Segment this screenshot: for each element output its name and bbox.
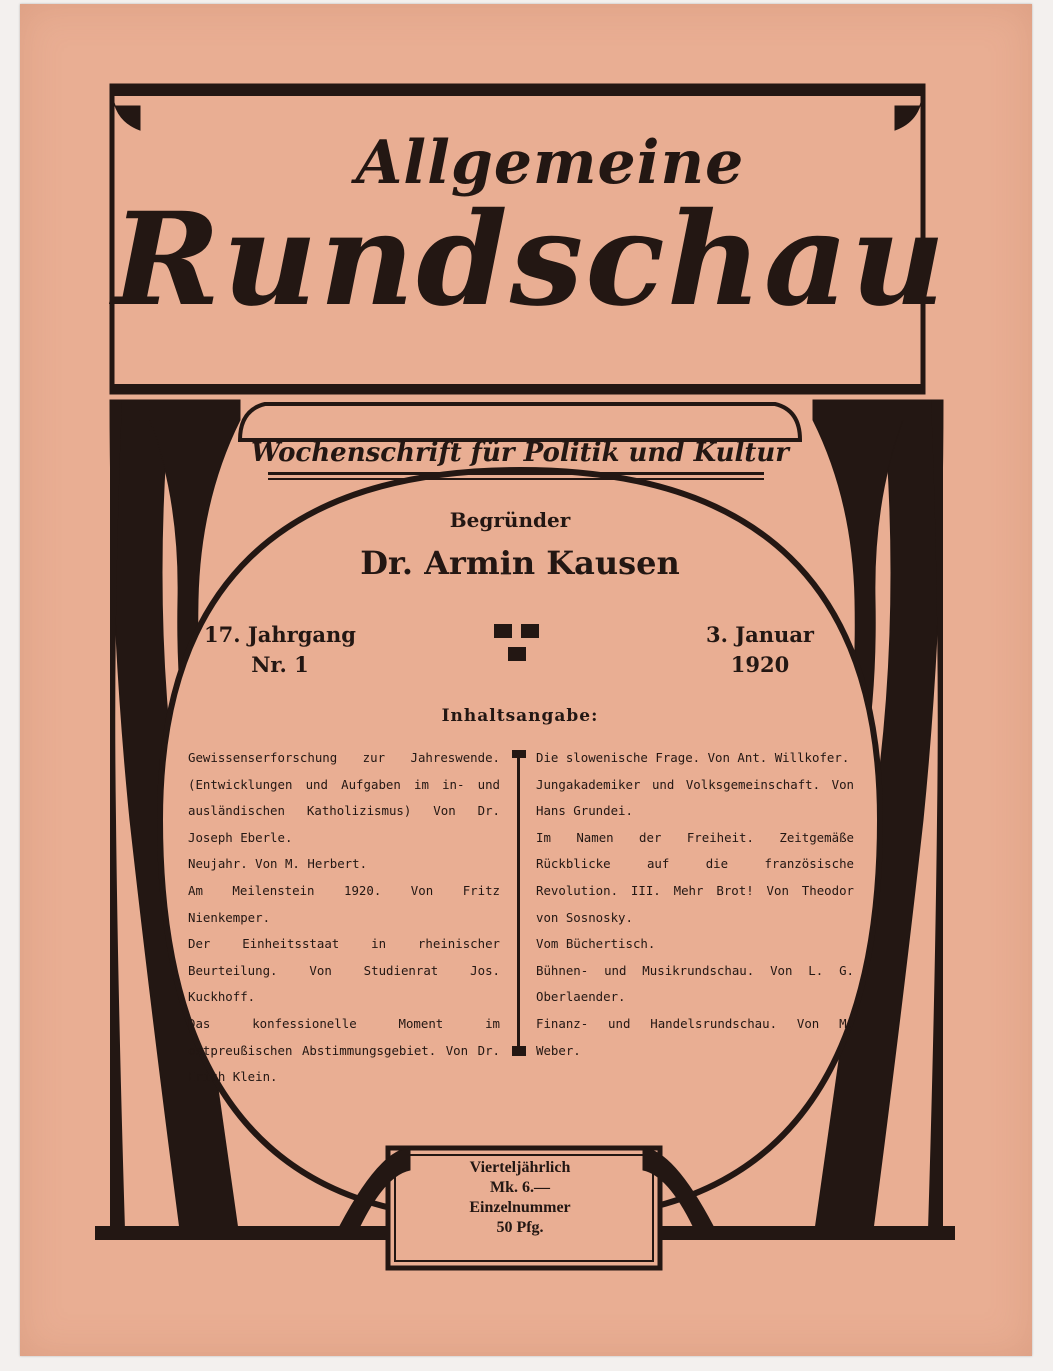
price-quarterly-value: Mk. 6.— — [490, 1179, 550, 1196]
toc-left-column — [188, 745, 500, 1091]
issue-volume: 17. Jahrgang — [204, 622, 356, 647]
price-quarterly-label: Vierteljährlich — [469, 1159, 571, 1176]
toc-title: Inhaltsangabe: — [441, 706, 599, 726]
price-box — [420, 1158, 620, 1238]
issue-day: 3. Januar — [706, 622, 814, 647]
toc-entry: Bühnen- und Musikrundschau. Von L. G. Oberlaender. — [536, 962, 854, 1005]
issue-date-block — [670, 620, 850, 680]
toc-entry: Vom Büchertisch. — [536, 936, 656, 952]
masthead-title-line1: Allgemeine — [355, 128, 745, 198]
toc-entry: Neujahr. Von M. Herbert. — [188, 856, 368, 872]
issue-year: 1920 — [730, 652, 790, 677]
subtitle: Wochenschrift für Politik und Kultur — [251, 438, 789, 468]
toc-entry: Finanz- und Handelsrundschau. Von M. Weber. — [536, 1015, 854, 1058]
issue-volume-block — [170, 620, 390, 680]
toc-entry: Gewissenserforschung zur Jahreswende. (Entwicklungen und Aufgaben im in- und ausländischen Katholizismus) Von Dr. Joseph Eberle. — [188, 750, 500, 845]
price-single-label: Einzelnummer — [469, 1199, 571, 1216]
toc-entry: Am Meilenstein 1920. Von Fritz Nienkemper. — [188, 882, 500, 925]
masthead-title-line2: Rundschau — [112, 185, 948, 335]
toc-entry: Die slowenische Frage. Von Ant. Willkofer. — [536, 750, 850, 765]
toc-right-column — [536, 745, 854, 1064]
toc-entry: Im Namen der Freiheit. Zeitgemäße Rückblicke auf die französische Revolution. III. Mehr Brot! Von Theodor von Sosnosky. — [536, 829, 854, 925]
issue-number: Nr. 1 — [251, 652, 309, 677]
founder-label: Begründer — [449, 508, 571, 532]
toc-entry: Das konfessionelle Moment im ostpreußischen Abstimmungsgebiet. Von Dr. Erich Klein. — [188, 1015, 500, 1085]
toc-entry: Jungakademiker und Volksgemeinschaft. Von Hans Grundei. — [536, 776, 854, 819]
founder-name: Dr. Armin Kausen — [360, 544, 680, 582]
price-single-value: 50 Pfg. — [496, 1219, 544, 1236]
toc-entry: Der Einheitsstaat in rheinischer Beurteilung. Von Studienrat Jos. Kuckhoff. — [188, 936, 500, 1005]
